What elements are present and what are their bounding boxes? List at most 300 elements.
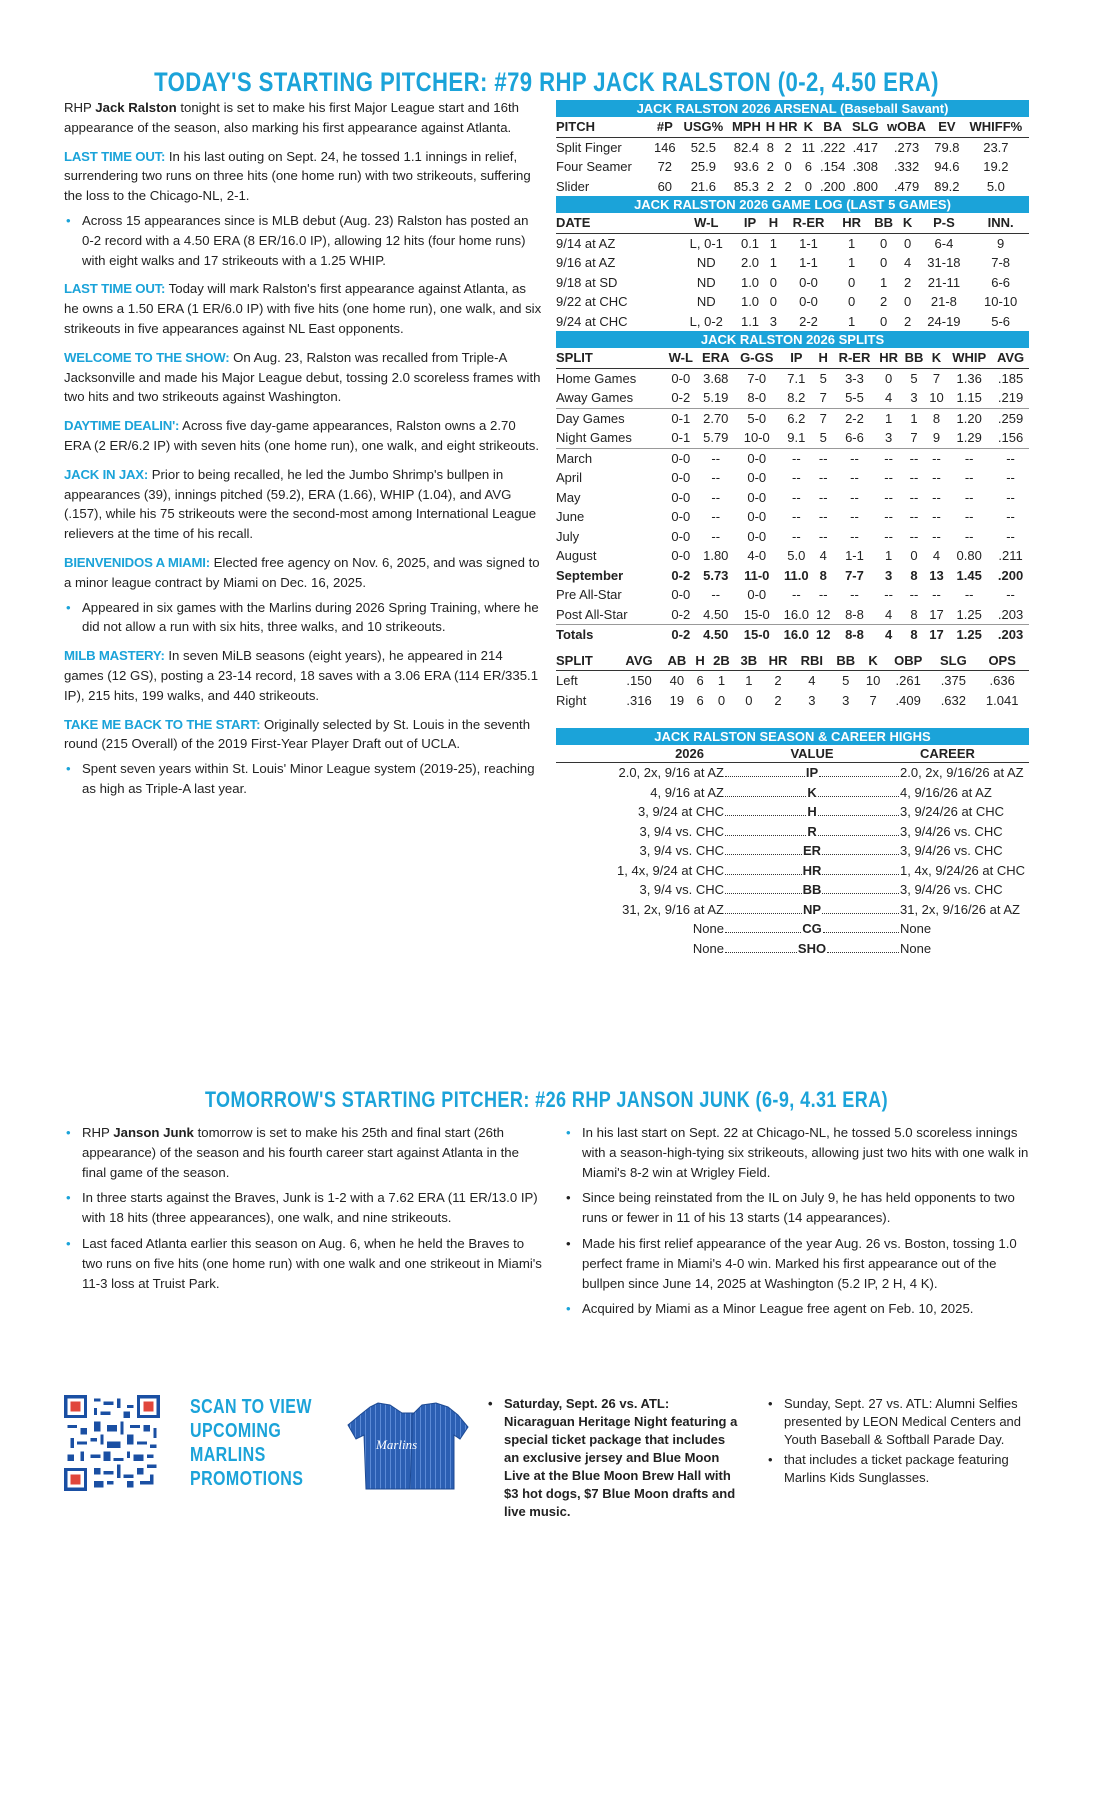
table-cell: Night Games (556, 428, 664, 448)
table-cell: 1-1 (799, 255, 818, 270)
column-header: SPLIT (556, 348, 664, 368)
table-row (556, 605, 1029, 625)
table-cell: 16.0 (783, 627, 809, 642)
table-cell: 1.29 (946, 428, 992, 448)
column-header: WHIP (946, 348, 992, 368)
table-cell: -- (909, 528, 919, 544)
table-row (556, 388, 1029, 408)
table-cell: 11.0 (784, 567, 809, 583)
table-cell: -- (909, 489, 919, 505)
table-cell: 0-1 (664, 428, 697, 448)
table-cell: -- (884, 587, 893, 602)
table-cell: 7-7 (845, 567, 864, 583)
column-header: AVG (992, 348, 1029, 368)
highs-value-cell (724, 802, 900, 822)
column-header: OPS (975, 651, 1029, 671)
table-cell: April (556, 470, 583, 485)
column-header: wOBA (882, 117, 931, 137)
table-cell: -- (909, 450, 919, 466)
note-daytime (64, 416, 542, 456)
table-cell: .316 (626, 692, 652, 708)
table-cell: -- (792, 450, 801, 466)
table-cell: -- (909, 470, 919, 485)
highs-row (556, 822, 1029, 842)
table-cell: .154 (820, 159, 846, 174)
table-cell: 3 (876, 428, 901, 448)
table-cell: .308 (852, 159, 878, 174)
note-welcome-show (64, 348, 542, 407)
column-header: SPLIT (556, 651, 617, 671)
table-cell: 0 (769, 294, 778, 309)
table-cell: -- (932, 470, 941, 485)
highs-2026-value: 3, 9/24 at CHC (638, 804, 724, 819)
table-cell: 13 (929, 567, 944, 583)
table-cell: Home Games (556, 370, 637, 386)
ralston-stats (556, 100, 1029, 958)
table-cell: 1 (717, 673, 726, 688)
table-cell: 7 (869, 692, 877, 708)
note-bullet: • Spent seven years within St. Louis' Minor League system (2019-25), reaching as high as Triple-A last year. (64, 759, 542, 799)
table-row (556, 312, 1029, 332)
table-cell: 17 (927, 605, 947, 625)
table-cell: 0 (745, 692, 753, 708)
highs-value-cell (724, 822, 900, 842)
table-cell: -- (964, 528, 974, 544)
table-cell: 0 (903, 235, 912, 251)
table-cell: 1 (885, 548, 893, 563)
table-cell: 0-0 (747, 528, 767, 544)
highs-2026-value: None (692, 940, 724, 956)
todays-pitcher-title: TODAY'S STARTING PITCHER: #79 RHP JACK RALSTON (0-2, 4.50 ERA) (154, 67, 939, 97)
table-cell: 0-0 (747, 450, 767, 466)
table-cell: -- (818, 470, 828, 485)
highs-head-value: VALUE (790, 746, 834, 761)
highs-stat-key: SHO (797, 940, 827, 956)
table-cell: 4 (885, 627, 893, 642)
table-cell: 9/18 at SD (556, 274, 618, 290)
table-cell: 8 (910, 627, 918, 642)
table-cell: 3.68 (703, 370, 729, 386)
intro-pre: RHP (64, 100, 96, 115)
table-cell: 19 (669, 692, 685, 708)
column-header: BB (901, 348, 926, 368)
list-item: • Acquired by Miami as a Minor League free agent on Feb. 10, 2025. (564, 1299, 1036, 1319)
table-cell: Split Finger (556, 139, 622, 155)
table-cell: 93.6 (733, 159, 760, 174)
highs-value-cell (724, 841, 900, 861)
note-text: Prior to being recalled, he led the Jumbo Shrimp's bullpen in appearances (39), innings pitched (59.2), ERA (1.66), WHIP (1.04), and AVG (.157), while his 75 strikeouts were the second-most among International League relievers at the time of his recall. (64, 466, 537, 542)
table-cell: .273 (893, 139, 920, 155)
column-header: #P (651, 117, 678, 137)
table-cell: 9 (997, 235, 1005, 251)
table-cell: 2 (784, 178, 792, 194)
table-cell: 8 (766, 139, 775, 155)
column-header: W-L (664, 348, 697, 368)
table-cell: 7 (901, 428, 926, 448)
table-cell: 2 (766, 178, 775, 194)
column-header: PITCH (556, 117, 651, 137)
table-cell: 94.6 (934, 159, 960, 174)
table-cell: 2 (879, 294, 888, 309)
column-header: IP (735, 213, 766, 233)
table-cell: 2 (774, 692, 782, 708)
note-text: In his last outing on Sept. 24, he tossed 1.1 innings in relief, surrendering two runs on three hits (one home run) with two strikeouts, suffering the loss to the Chicago-NL, 2-1. (64, 148, 531, 204)
table-row (556, 137, 1029, 157)
scan-line: SCAN TO VIEW (190, 1396, 312, 1418)
table-cell: 85.3 (733, 178, 760, 194)
table-cell: 0.1 (740, 235, 760, 251)
table-cell: .222 (820, 139, 846, 155)
table-cell: 1.80 (703, 548, 729, 563)
list-item: • In three starts against the Braves, Junk is 1-2 with a 7.62 ERA (11 ER/13.0 IP) with 18 hits (three appearances), one walk, and nine strikeouts. (64, 1188, 542, 1228)
table-cell: 3-3 (845, 370, 864, 386)
note-last-time-out (64, 147, 542, 206)
highs-career-value: 2.0, 2x, 9/16/26 at AZ (900, 765, 1024, 780)
handedness-table (556, 651, 1029, 711)
intro-paragraph (64, 98, 542, 138)
table-cell: 0-0 (671, 489, 691, 505)
highs-career-value: 3, 9/24/26 at CHC (900, 804, 1005, 819)
table-cell: May (556, 489, 581, 505)
note-bienvenidos (64, 553, 542, 593)
highs-title: JACK RALSTON SEASON & CAREER HIGHS (556, 728, 1029, 745)
table-cell: 2.0 (740, 255, 760, 270)
column-header: BB (830, 651, 861, 671)
table-cell: 9/14 at AZ (556, 235, 616, 251)
highs-rows (556, 763, 1029, 958)
table-cell: 2-2 (799, 313, 818, 329)
table-cell: 11 (801, 139, 816, 155)
highs-value-cell (724, 861, 900, 881)
column-header: BA (817, 117, 849, 137)
table-cell: .409 (895, 692, 921, 708)
table-cell: 0 (769, 274, 778, 290)
table-cell: 7-0 (747, 370, 767, 386)
table-cell: 8 (819, 567, 827, 583)
highs-career-value: 3, 9/4/26 vs. CHC (900, 843, 1003, 858)
note-text: Originally selected by St. Louis in the seventh round (215 Overall) of the 2019 First-Year Player Draft out of UCLA. (64, 716, 531, 752)
table-cell: 3 (885, 567, 893, 583)
table-cell: 8 (901, 605, 926, 625)
column-header: OBP (885, 651, 931, 671)
promo-saturday (486, 1395, 738, 1523)
highs-stat-key: R (807, 823, 817, 839)
ralston-notes (64, 98, 542, 808)
table-cell: 1.20 (956, 410, 982, 426)
table-cell: 1.25 (956, 627, 982, 642)
table-cell: 8-8 (833, 605, 876, 625)
table-cell: 9/16 at AZ (556, 255, 616, 270)
column-header: AVG (617, 651, 662, 671)
table-cell: 1 (847, 313, 856, 329)
table-cell: 1 (885, 410, 893, 426)
table-cell: 0 (717, 692, 726, 708)
table-cell: 89.2 (934, 178, 960, 194)
table-cell: -- (818, 528, 828, 544)
highs-stat-key: BB (802, 882, 822, 897)
table-cell: Pre All-Star (556, 587, 622, 602)
table-cell: 7 (819, 410, 827, 426)
table-cell: 1.25 (946, 605, 992, 625)
table-cell: 2 (784, 139, 792, 155)
table-cell: Slider (556, 178, 590, 194)
table-cell: 0-2 (671, 627, 691, 642)
table-cell: 5 (842, 673, 850, 688)
promo-item: • that includes a ticket package featuring Marlins Kids Sunglasses. (766, 1451, 1038, 1487)
table-cell: .261 (895, 673, 921, 688)
highs-section (556, 728, 1029, 958)
table-cell: 2 (774, 673, 782, 688)
table-cell: 0-2 (671, 567, 691, 583)
table-cell: .259 (997, 410, 1024, 426)
table-cell: -- (711, 587, 721, 602)
table-cell: .185 (997, 370, 1024, 386)
column-header: HR (776, 117, 800, 137)
table-cell: 6 (696, 673, 704, 688)
table-header-row (556, 117, 1029, 137)
table-cell: .632 (940, 692, 966, 708)
table-cell: -- (711, 470, 721, 485)
arsenal-title: JACK RALSTON 2026 ARSENAL (Baseball Savant) (556, 100, 1029, 117)
note-head: MILB MASTERY: (64, 648, 165, 664)
table-cell: 0-0 (799, 274, 818, 290)
table-cell: 4 (876, 388, 901, 408)
table-cell: -- (1006, 450, 1015, 466)
table-cell: 0.80 (956, 548, 982, 563)
highs-career-value: None (900, 940, 932, 956)
note-bullet: • Appeared in six games with the Marlins during 2026 Spring Training, where he did not allow a run with six hits, three walks, and 10 strikeouts. (64, 598, 542, 638)
column-header: H (765, 213, 781, 233)
splits-title: JACK RALSTON 2026 SPLITS (556, 331, 1029, 348)
highs-head-2026: 2026 (675, 746, 704, 761)
table-cell: 0-0 (747, 509, 767, 524)
intro-post: tonight is set to make his first Major League start and 16th appearance of the season, also marking his first appearance against Atlanta. (64, 100, 519, 135)
column-header: G-GS (734, 348, 779, 368)
list-item: • In his last start on Sept. 22 at Chicago-NL, he tossed 5.0 scoreless innings with a season-high-tying six strikeouts, allowing just two hits with one walk in Miami's 8-2 win at Wrigley Field. (564, 1123, 1036, 1182)
li-name: Janson Junk (113, 1125, 194, 1140)
table-header-row (556, 213, 1029, 233)
table-cell: -- (711, 528, 721, 544)
table-cell: 4.50 (697, 605, 734, 625)
table-cell: July (556, 528, 580, 544)
table-cell: 0-2 (664, 605, 697, 625)
highs-row (556, 802, 1029, 822)
table-cell: 1.041 (985, 692, 1019, 708)
table-cell: 79.8 (934, 139, 960, 155)
table-cell: 8 (910, 567, 918, 583)
table-cell: -- (1006, 509, 1015, 524)
table-cell: .200 (820, 178, 846, 194)
table-cell: -- (792, 509, 801, 524)
table-cell: 1.0 (740, 274, 760, 290)
table-row (556, 546, 1029, 566)
column-header: P-S (916, 213, 973, 233)
table-cell: 0-0 (747, 489, 767, 505)
table-cell: 4.50 (703, 627, 729, 642)
table-cell: 1.15 (946, 388, 992, 408)
note-text: In seven MiLB seasons (eight years), he appeared in 214 games (12 GS), posting a 23-14 record, 18 saves with a 3.06 ERA (114 ER/335.1 IP), 215 hits, 199 walks, and 440 strikeouts. (64, 648, 539, 703)
note-head: JACK IN JAX: (64, 466, 149, 482)
highs-value-cell (724, 783, 900, 803)
table-cell: 3 (842, 692, 850, 708)
table-cell: Away Games (556, 388, 664, 408)
table-cell: -- (792, 528, 801, 544)
table-cell: 0-0 (799, 294, 818, 309)
table-cell: .219 (992, 388, 1029, 408)
promo-sunday (766, 1395, 1038, 1489)
table-row (556, 253, 1029, 273)
gamelog-table (556, 213, 1029, 331)
highs-stat-key: IP (805, 765, 819, 780)
qr-code-icon[interactable] (64, 1395, 160, 1491)
note-jack-in-jax (64, 465, 542, 544)
tomorrows-pitcher-title: TOMORROW'S STARTING PITCHER: #26 RHP JANSON JUNK (6-9, 4.31 ERA) (204, 1087, 889, 1112)
highs-stat-key: K (807, 784, 817, 800)
table-cell: -- (1006, 528, 1015, 544)
table-row (556, 488, 1029, 508)
table-cell: 0-0 (671, 528, 691, 544)
table-cell: 3 (808, 692, 816, 708)
table-cell: 5.0 (986, 178, 1005, 194)
table-cell: -- (884, 489, 893, 505)
table-cell: 1.36 (956, 370, 982, 386)
table-cell: -- (850, 587, 859, 602)
table-cell: 5.79 (697, 428, 734, 448)
table-cell: .211 (998, 548, 1023, 563)
table-cell: 0 (910, 548, 918, 563)
table-cell: -- (711, 450, 721, 466)
junk-notes-left (64, 1123, 542, 1299)
table-row (556, 408, 1029, 428)
column-header: K (800, 117, 817, 137)
scan-promo-text (190, 1395, 318, 1491)
table-cell: 2 (903, 274, 912, 290)
table-cell: 7.1 (787, 370, 806, 386)
table-cell: 24-19 (927, 313, 961, 329)
table-cell: 21.6 (690, 178, 716, 194)
column-header: 2B (708, 651, 735, 671)
highs-2026-value: 4, 9/16 at AZ (650, 784, 724, 800)
column-header: INN. (972, 213, 1029, 233)
table-cell: -- (850, 509, 859, 524)
table-row (556, 585, 1029, 605)
table-cell: 1-1 (799, 235, 818, 251)
table-cell: 8-8 (845, 627, 864, 642)
table-cell: September (556, 567, 624, 583)
table-cell: -- (964, 470, 974, 485)
arsenal-table (556, 117, 1029, 196)
note-back-to-start (64, 715, 542, 755)
table-cell: 21-11 (927, 274, 961, 290)
intro-name: Jack Ralston (95, 100, 177, 115)
table-cell: 146 (653, 139, 676, 155)
table-cell: 11-0 (744, 567, 770, 583)
highs-value-cell (724, 900, 900, 920)
table-cell: 21-8 (930, 294, 957, 309)
table-cell: -- (850, 450, 859, 466)
note-bullet: • Across 15 appearances since is MLB debut (Aug. 23) Ralston has posted an 0-2 record with a 4.50 ERA (8 ER/16.0 IP), allowing 12 hits (four home runs) with eight walks and 17 strikeouts with a 1.25 WHIP. (64, 211, 542, 270)
table-cell: 1.45 (956, 567, 982, 583)
table-cell: -- (818, 489, 828, 505)
highs-stat-key: NP (802, 901, 822, 917)
column-header: DATE (556, 213, 678, 233)
table-cell: -- (818, 450, 828, 466)
table-cell: Post All-Star (556, 605, 664, 625)
table-cell: 2 (766, 159, 775, 174)
table-cell: 7 (932, 370, 941, 386)
table-cell: 9/22 at CHC (556, 294, 628, 309)
table-row (556, 468, 1029, 488)
column-header: EV (931, 117, 963, 137)
table-cell: Totals (556, 627, 594, 642)
list-item (64, 1123, 542, 1182)
table-cell: 0-0 (671, 450, 691, 466)
table-cell: 6-4 (934, 235, 954, 251)
table-cell: 17 (929, 627, 944, 642)
table-cell: 5-6 (991, 313, 1011, 329)
table-row (556, 448, 1029, 468)
table-cell: 4 (932, 548, 941, 563)
jersey-text: Marlins (376, 1437, 418, 1452)
table-cell: June (556, 509, 585, 524)
table-cell: -- (818, 509, 828, 524)
table-row (556, 527, 1029, 547)
table-cell: ND (696, 294, 716, 309)
table-cell: -- (909, 587, 919, 602)
table-cell: 1 (879, 274, 888, 290)
note-vs-atlanta (64, 279, 542, 338)
column-header: ERA (697, 348, 734, 368)
highs-stat-key: ER (802, 843, 822, 858)
highs-value-cell (724, 763, 900, 783)
note-text: Across five day-game appearances, Ralston owns a 2.70 ERA (2 ER/6.2 IP) with seven hits (one home run), one walk, and eight strikeouts. (64, 418, 539, 453)
li-post: tomorrow is set to make his 25th and final start (26th appearance) of the season and his fourth career start against Atlanta in the final game of the season. (82, 1125, 519, 1180)
table-row (556, 691, 1029, 711)
note-milb-mastery (64, 646, 542, 705)
table-cell: 7-8 (991, 255, 1011, 270)
table-cell: 9.1 (779, 428, 813, 448)
table-cell: 82.4 (733, 139, 760, 155)
table-cell: 10 (865, 673, 881, 688)
promo-item: • Saturday, Sept. 26 vs. ATL: Nicaraguan Heritage Night featuring a special ticket package that includes an exclusive jersey and Blue Moon Live at the Blue Moon Brew Hall with $3 hot dogs, $7 Blue Moon drafts and live music. (486, 1395, 738, 1521)
table-cell: 5 (819, 370, 827, 386)
column-header: RBI (793, 651, 830, 671)
table-cell: -- (964, 587, 974, 602)
table-cell: 8-0 (734, 388, 779, 408)
table-cell: 0-0 (671, 548, 691, 563)
promo-item: • Sunday, Sept. 27 vs. ATL: Alumni Selfies presented by LEON Medical Centers and Youth Baseball & Softball Parade Day. (766, 1395, 1038, 1449)
table-cell: 31-18 (927, 255, 961, 270)
table-cell: 52.5 (690, 139, 716, 155)
table-cell: 3 (901, 388, 926, 408)
column-header: USG% (678, 117, 728, 137)
table-cell: 0-2 (664, 388, 697, 408)
table-cell: 2 (903, 313, 912, 329)
table-cell: 0 (847, 274, 856, 290)
column-header: HR (763, 651, 794, 671)
table-cell: -- (884, 509, 893, 524)
column-header: K (900, 213, 916, 233)
list-item: • Since being reinstated from the IL on July 9, he has held opponents to two runs or fewer in 11 of his 13 starts (14 appearances). (564, 1188, 1036, 1228)
highs-stat-key: CG (802, 921, 822, 936)
table-cell: -- (792, 470, 801, 485)
table-cell: 1 (847, 255, 856, 270)
table-row (556, 292, 1029, 312)
table-cell: 23.7 (983, 139, 1009, 155)
note-head: WELCOME TO THE SHOW: (64, 349, 230, 365)
highs-stat-key: HR (802, 862, 822, 878)
table-cell: 15-0 (734, 605, 779, 625)
